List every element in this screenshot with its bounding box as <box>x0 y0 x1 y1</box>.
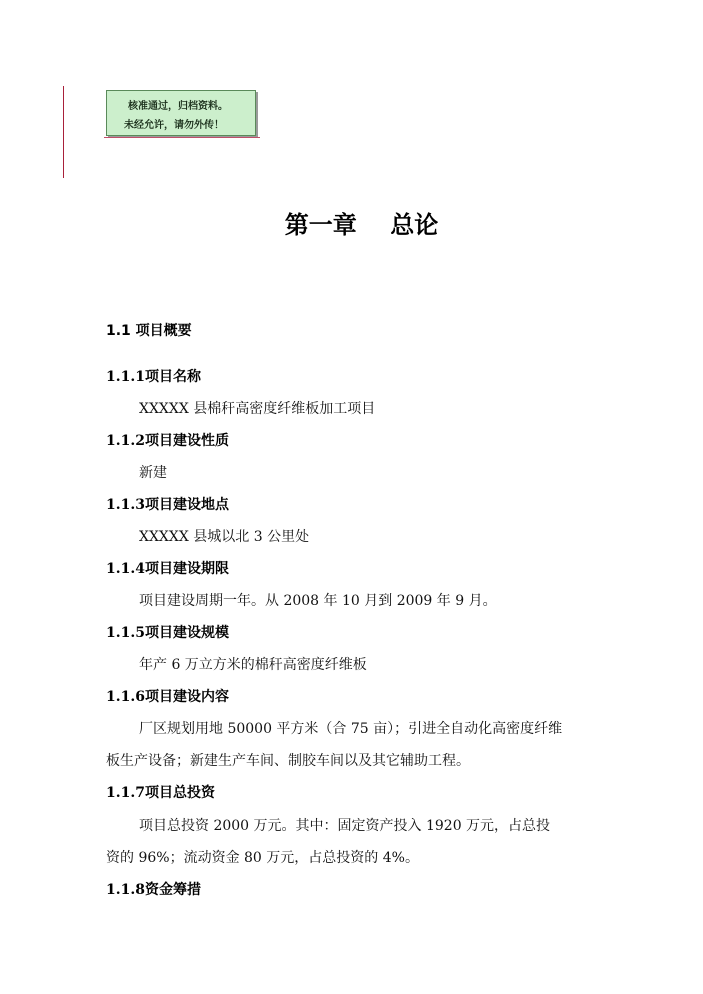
subsection-heading: 1.1.8资金筹措 <box>106 882 201 898</box>
section-heading: 1.1 项目概要 <box>106 323 192 339</box>
subsection-heading: 1.1.7项目总投资 <box>106 785 215 801</box>
paragraph-line: XXXXX 县城以北 3 公里处 <box>139 529 310 545</box>
paragraph-line: 年产 6 万立方米的棉秆高密度纤维板 <box>139 657 367 673</box>
subsection-heading: 1.1.1项目名称 <box>106 369 201 385</box>
subsection-heading: 1.1.6项目建设内容 <box>106 689 229 705</box>
stamp-line-2: 未经允许，请勿外传！ <box>124 120 224 131</box>
chapter-title: 第一章 总论 <box>284 210 439 239</box>
paragraph-line: 项目建设周期一年。从 2008 年 10 月到 2009 年 9 月。 <box>139 593 497 609</box>
stamp-line-1: 核准通过，归档资料。 <box>128 101 228 112</box>
subsection-heading: 1.1.2项目建设性质 <box>106 433 229 449</box>
paragraph-line: 项目总投资 2000 万元。其中：固定资产投入 1920 万元，占总投 <box>139 818 551 834</box>
paragraph-line: 厂区规划用地 50000 平方米（合 75 亩）；引进全自动化高密度纤维 <box>139 721 563 737</box>
margin-mark <box>63 86 64 178</box>
paragraph-line: 资的 96%；流动资金 80 万元，占总投资的 4%。 <box>106 850 419 866</box>
paragraph-line: 板生产设备；新建生产车间、制胶车间以及其它辅助工程。 <box>106 753 470 769</box>
subsection-heading: 1.1.3项目建设地点 <box>106 497 229 513</box>
stamp-underline <box>104 137 260 138</box>
subsection-heading: 1.1.5项目建设规模 <box>106 625 229 641</box>
subsection-heading: 1.1.4项目建设期限 <box>106 561 229 577</box>
confidential-stamp <box>106 90 256 136</box>
paragraph-line: 新建 <box>139 465 167 481</box>
paragraph-line: XXXXX 县棉秆高密度纤维板加工项目 <box>139 401 376 417</box>
